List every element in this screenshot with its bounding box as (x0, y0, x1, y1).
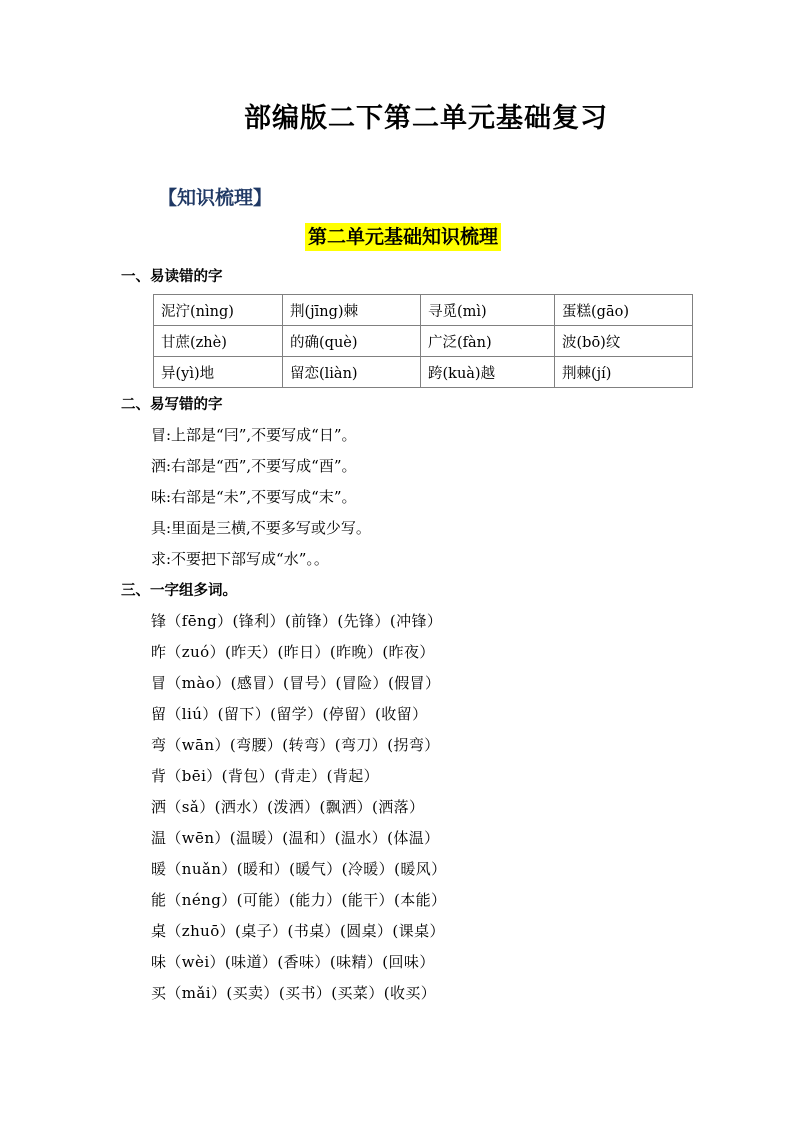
word-group-line: 桌（zhuō）(桌子）(书桌）(圆桌）(课桌） (151, 922, 445, 940)
section-title-misread: 一、易读错的字 (121, 269, 223, 285)
table-cell: 荆(jīng)棘 (283, 295, 421, 326)
table-cell: 的确(què) (283, 326, 421, 357)
word-group-line: 温（wēn）(温暖）(温和）(温水）(体温） (151, 829, 440, 847)
word-group-line: 冒（mào）(感冒）(冒号）(冒险）(假冒） (151, 674, 441, 692)
table-row (154, 326, 693, 357)
table-cell: 寻觅(mì) (421, 295, 555, 326)
writing-rule-line: 冒:上部是“冃”,不要写成“日”。 (151, 426, 357, 444)
writing-rule-line: 洒:右部是“西”,不要写成“酉”。 (151, 457, 357, 475)
word-group-line: 锋（fēng）(锋利）(前锋）(先锋）(冲锋） (151, 612, 443, 630)
word-group-line: 能（néng）(可能）(能力）(能干）(本能） (151, 891, 447, 909)
table-cell: 泥泞(nìng) (154, 295, 283, 326)
section-title-word-groups: 三、一字组多词。 (121, 583, 237, 599)
unit-heading: 第二单元基础知识梳理 (305, 223, 501, 251)
word-group-line: 背（bēi）(背包）(背走）(背起） (151, 767, 380, 785)
table-row (154, 357, 693, 388)
table-cell: 广泛(fàn) (421, 326, 555, 357)
table-row (154, 295, 693, 326)
table-cell: 甘蔗(zhè) (154, 326, 283, 357)
writing-rule-line: 具:里面是三横,不要多写或少写。 (151, 519, 371, 537)
word-group-line: 洒（sǎ）(洒水）(泼洒）(飘洒）(洒落） (151, 798, 425, 816)
word-group-line: 味（wèi）(味道）(香味）(味精）(回味） (151, 953, 435, 971)
table-cell: 荆棘(jí) (555, 357, 693, 388)
section-title-miswritten: 二、易写错的字 (121, 397, 223, 413)
writing-rule-line: 味:右部是“未”,不要写成“末”。 (151, 488, 357, 506)
page-title: 部编版二下第二单元基础复习 (244, 103, 608, 134)
misread-characters-table (153, 294, 693, 388)
word-group-line: 昨（zuó）(昨天）(昨日）(昨晚）(昨夜） (151, 643, 435, 661)
table-cell: 异(yì)地 (154, 357, 283, 388)
word-group-line: 买（mǎi）(买卖）(买书）(买菜）(收买） (151, 984, 437, 1002)
writing-rule-line: 求:不要把下部写成“水”。。 (151, 550, 329, 568)
table-cell: 跨(kuà)越 (421, 357, 555, 388)
word-group-line: 弯（wān）(弯腰）(转弯）(弯刀）(拐弯） (151, 736, 440, 754)
knowledge-heading: 【知识梳理】 (158, 187, 273, 209)
word-group-line: 暖（nuǎn）(暖和）(暖气）(冷暖）(暖风） (151, 860, 447, 878)
table-cell: 波(bō)纹 (555, 326, 693, 357)
table-cell: 留恋(liàn) (283, 357, 421, 388)
word-group-line: 留（liú）(留下）(留学）(停留）(收留） (151, 705, 428, 723)
table-cell: 蛋糕(gāo) (555, 295, 693, 326)
